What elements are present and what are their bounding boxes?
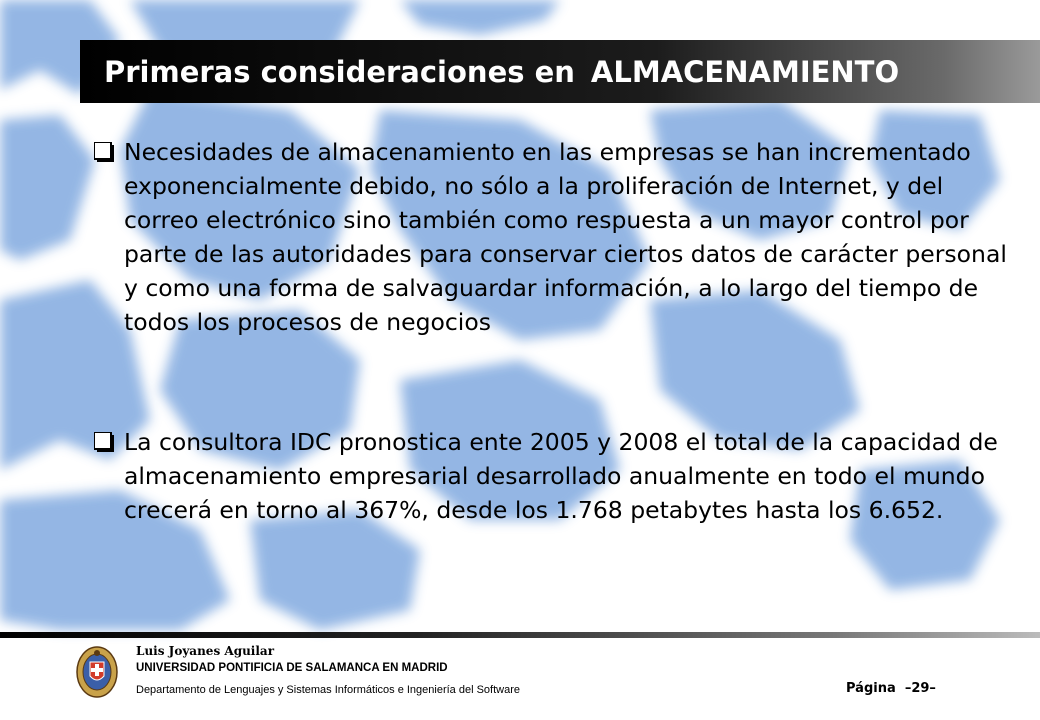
checkbox-square-icon — [94, 142, 114, 162]
footer-divider — [0, 632, 1040, 638]
title-prefix: Primeras consideraciones en — [104, 55, 575, 89]
bullet-text: La consultora IDC pronostica ente 2005 y 2008 el total de la capacidad de almacenamiento empresarial desarrollado anualmente en todo el mundo crecerá en torno al 367%, desde los 1.768 petabytes hasta los 6.652. — [124, 428, 998, 524]
page-number-value: –29– — [904, 681, 936, 696]
slide-title — [104, 52, 1034, 92]
title-highlight: ALMACENAMIENTO — [590, 55, 900, 89]
footer-university: UNIVERSIDAD PONTIFICIA DE SALAMANCA EN MADRID — [136, 662, 448, 674]
university-seal-icon — [76, 646, 118, 698]
page-number — [846, 680, 936, 698]
page-label: Página — [846, 681, 896, 696]
footer-department: Departamento de Lenguajes y Sistemas Informáticos e Ingeniería del Software — [136, 684, 520, 696]
footer-author: Luis Joyanes Aguilar — [136, 644, 275, 658]
bullet-text: Necesidades de almacenamiento en las empresas se han incrementado exponencialmente debido, no sólo a la proliferación de Internet, y del correo electrónico sino también como respuesta a un mayor control por parte de las autoridades para conservar ciertos datos de carácter personal y como una forma de salvaguardar información, a lo largo del tiempo de todos los procesos de negocios — [124, 138, 1007, 336]
checkbox-square-icon — [94, 432, 114, 452]
